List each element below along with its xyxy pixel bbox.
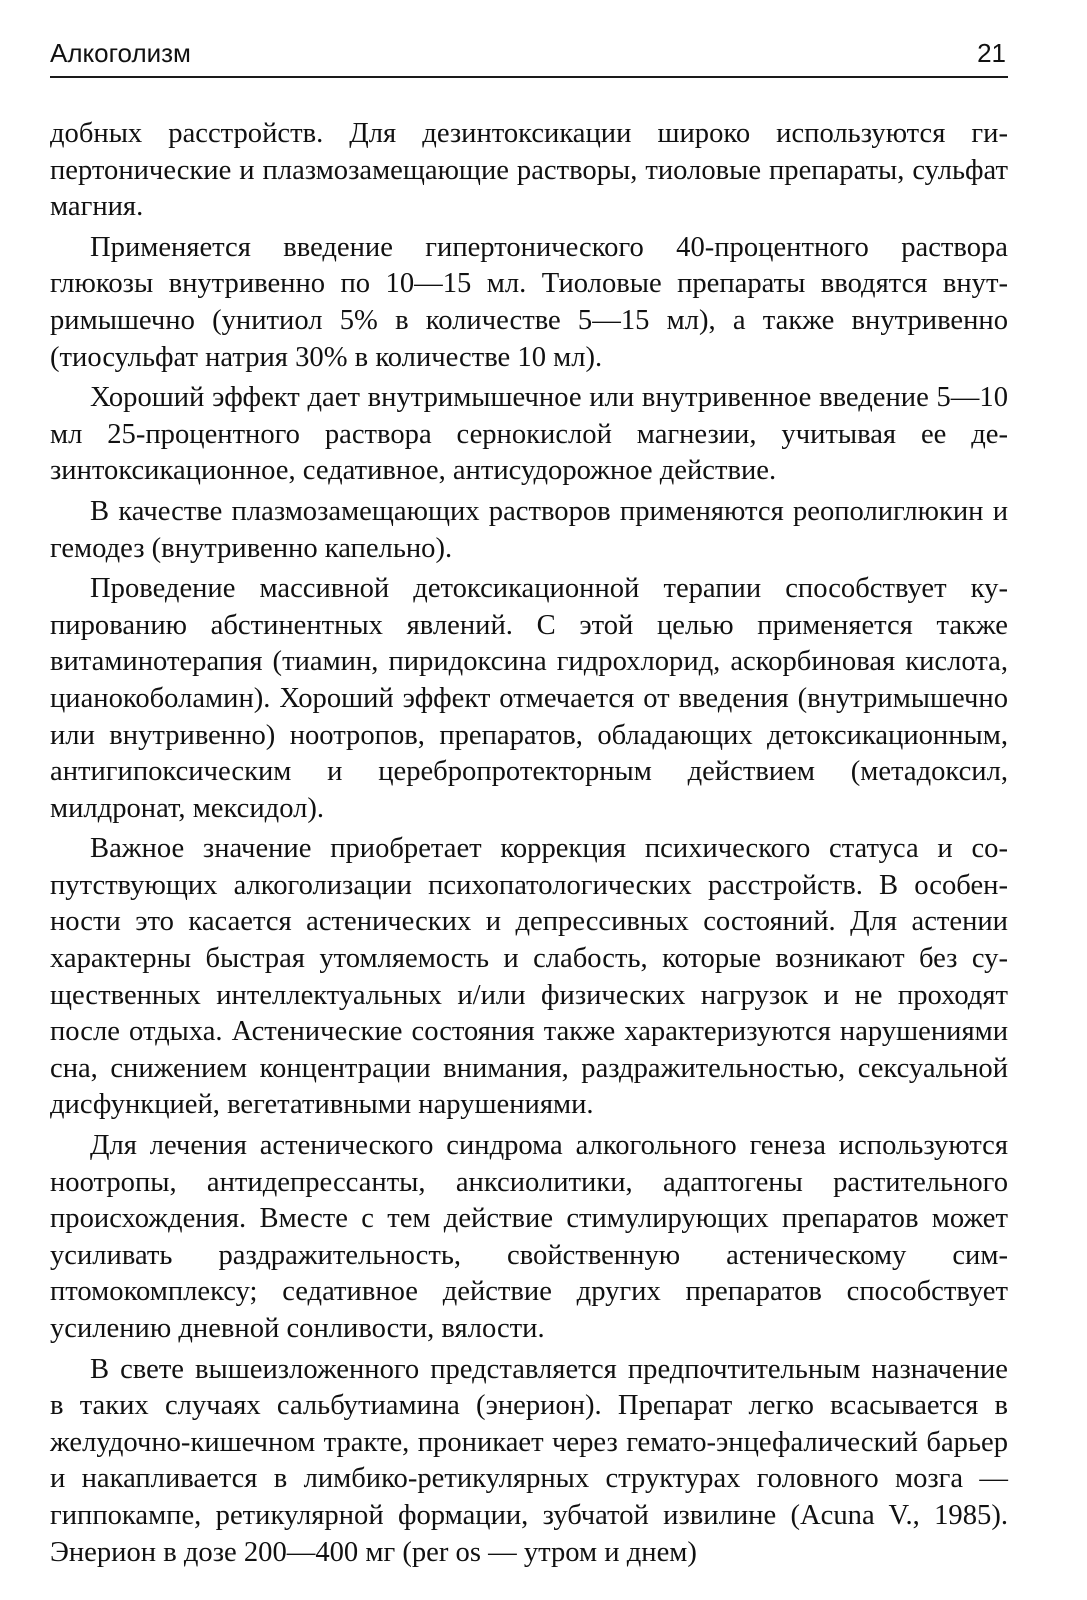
chapter-title: Алкоголизм	[50, 38, 191, 68]
paragraph-5: Проведение массивной детоксикационной терапии способствует купированию абстинентных явлений. С этой целью применяется также витаминотерапия (тиамин, пиридоксина гидрохлорид, аскорбиновая кислота, цианокоболамин). Хороший эффект отмечается от введения (внутримышечно или внутривенно) ноотропов, препаратов, обладающих детоксикационным, антигипоксическим и церебропротекторным действием (метадоксил, милдронат, мексидол).	[50, 573, 1008, 824]
paragraph-7: Для лечения астенического синдрома алкогольного генеза используются ноотропы, антидепрессанты, анксиолитики, адаптогены растительного происхождения. Вместе с тем действие стимулирующих препаратов может усиливать раздражительность, свойственную астеническому симптомокомплексу; седативное действие других препаратов способствует усилению дневной сонливости, вялости.	[50, 1130, 1008, 1344]
page-number: 21	[977, 38, 1006, 68]
paragraph-6: Важное значение приобретает коррекция психического статуса и сопутствующих алкоголизации психопатологических расстройств. В особенности это касается астенических и депрессивных состояний. Для астении характерны быстрая утомляемость и слабость, которые возникают без существенных интеллектуальных и/или физических нагрузок и не проходят после отдыха. Астенические состояния также характеризуются нарушениями сна, снижением концентрации внимания, раздражительностью, сексуальной дисфункцией, вегетативными нарушениями.	[50, 833, 1008, 1121]
paragraph-1: добных расстройств. Для дезинтоксикации широко используются гипертонические и плазмозамещающие растворы, тиоловые препараты, сульфат магния.	[50, 118, 1008, 223]
paragraph-3: Хороший эффект дает внутримышечное или внутривенное введение 5—10 мл 25-процентного раствора сернокислой магнезии, учитывая ее дезинтоксикационное, седативное, антисудорожное действие.	[50, 382, 1008, 487]
book-page	[50, 0, 1008, 1600]
paragraph-8: В свете вышеизложенного представляется предпочтительным назначение в таких случаях сальбутиамина (энерион). Препарат легко всасывается в желудочно-кишечном тракте, проникает через гемато-энцефалический барьер и накапливается в лимбико-ретикулярных структурах головного мозга — гиппокампе, ретикулярной формации, зубчатой извилине (Acuna V., 1985). Энерион в дозе 200—400 мг (per os — утром и днем)	[50, 1353, 1008, 1568]
running-header	[50, 30, 1008, 78]
paragraph-4: В качестве плазмозамещающих растворов применяются реополиглюкин и гемодез (внутривенно капельно).	[50, 495, 1008, 564]
paragraph-2: Применяется введение гипертонического 40-процентного раствора глюкозы внутривенно по 10—15 мл. Тиоловые препараты вводятся внутримышечно (унитиол 5% в количестве 5—15 мл), а также внутривенно (тиосульфат натрия 30% в количестве 10 мл).	[50, 231, 1008, 373]
body-text	[50, 116, 1008, 1575]
